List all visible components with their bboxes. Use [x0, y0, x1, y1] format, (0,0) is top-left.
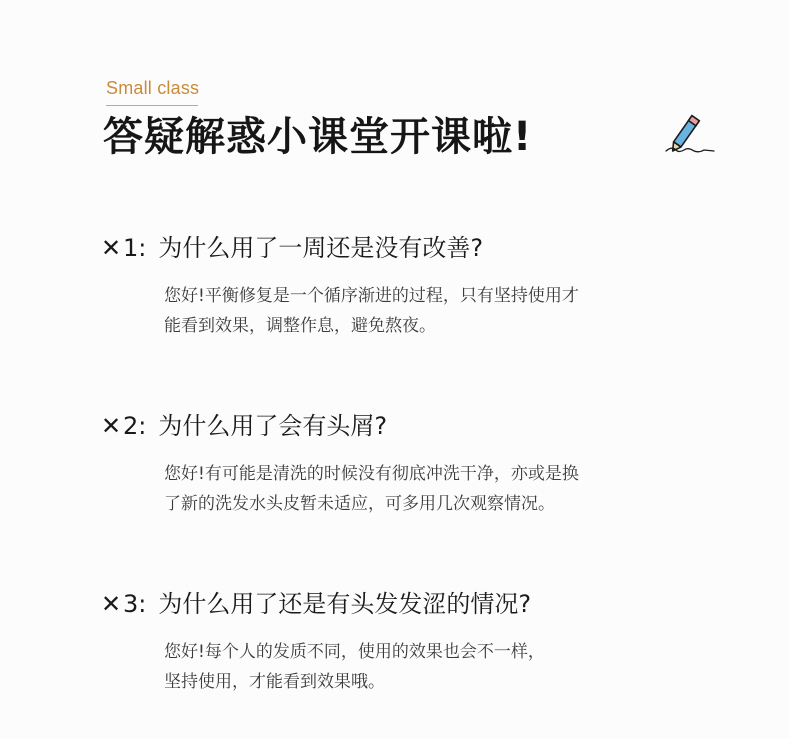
question-colon: :: [138, 590, 147, 618]
question-text: 为什么用了还是有头发发涩的情况?: [158, 590, 532, 618]
qa-item-3: [101, 584, 701, 697]
question-row: [101, 228, 701, 263]
qa-item-2: [101, 406, 701, 519]
answer-text: [164, 637, 634, 697]
answer-line: 了新的洗发水头皮暂未适应，可多用几次观察情况。: [164, 494, 555, 514]
answer-text: [164, 281, 634, 341]
answer-text: [164, 459, 634, 519]
answer-line: 能看到效果，调整作息，避免熬夜。: [164, 316, 436, 336]
x-mark-icon: ✕: [101, 590, 122, 618]
answer-line: 您好!平衡修复是一个循序渐进的过程，只有坚持使用才: [164, 286, 579, 306]
question-number: 1: [123, 234, 139, 262]
question-text: 为什么用了一周还是没有改善?: [158, 234, 484, 262]
question-row: [101, 406, 701, 441]
page-title: 答疑解惑小课堂开课啦!: [103, 114, 533, 160]
eyebrow-label: Small class: [106, 78, 200, 98]
question-number: 3: [123, 590, 139, 618]
eyebrow-underline: [106, 105, 198, 106]
x-mark-icon: ✕: [101, 412, 122, 440]
answer-line: 坚持使用，才能看到效果哦。: [164, 672, 385, 692]
answer-line: 您好!每个人的发质不同，使用的效果也会不一样，: [164, 642, 545, 662]
qa-item-1: [101, 228, 701, 341]
question-row: [101, 584, 701, 619]
question-colon: :: [138, 412, 147, 440]
answer-line: 您好!有可能是清洗的时候没有彻底冲洗干净，亦或是换: [164, 464, 579, 484]
x-mark-icon: ✕: [101, 234, 122, 262]
question-number: 2: [123, 412, 139, 440]
question-colon: :: [138, 234, 147, 262]
question-text: 为什么用了会有头屑?: [158, 412, 388, 440]
pencil-icon: [660, 104, 716, 156]
